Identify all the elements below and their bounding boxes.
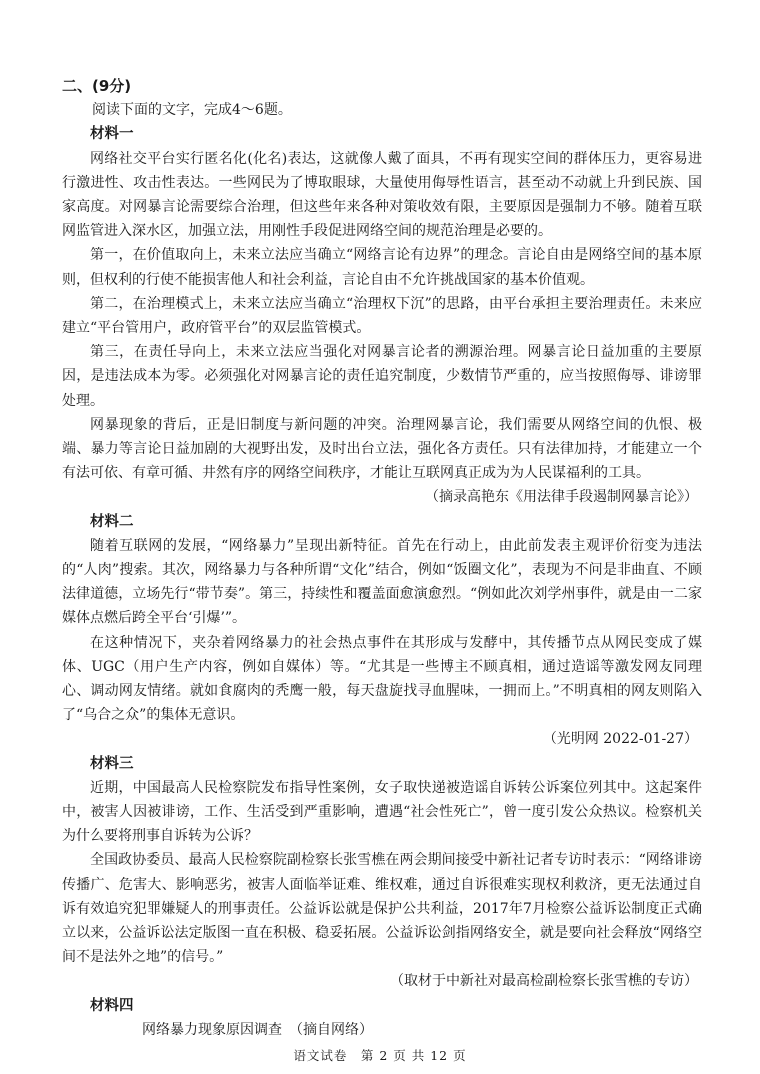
material-2-paragraph: 随着互联网的发展，“网络暴力”呈现出新特征。首先在行动上，由此前发表主观评价衍变为违法的“人肉”搜索。其次，网络暴力与各种所谓“文化”结合，例如“饭圈文化”，表现为不问是非曲直、不顾法律道德，立场先行“带节奏”。第三，持续性和覆盖面愈演愈烈。“例如此次刘学州事件，就是由一二家媒体点燃后跨全平台‘引爆’”。 [62,537,702,627]
material-1-source: （摘录高艳东《用法律手段遏制网暴言论》） [425,489,698,506]
page-footer: 语文试卷 第 2 页 共 12 页 [293,1048,467,1063]
material-1-paragraph: 网络社交平台实行匿名化(化名)表达，这就像人戴了面具，不再有现实空间的群体压力，更容易进行激进性、攻击性表达。一些网民为了博取眼球，大量使用侮辱性语言，甚至动不动就上升到民族、国家高度。对网暴言论需要综合治理，但这些年来各种对策收效有限，主要原因是强制力不够。随着互联网监管进入深水区，加强立法，用刚性手段促进网络空间的规范治理是必要的。 [62,150,702,240]
material-1-title: 材料一 [90,126,134,143]
material-3-source: （取材于中新社对最高检副检察长张雪樵的专访） [390,973,698,990]
material-2-paragraph: 在这种情况下，夹杂着网络暴力的社会热点事件在其形成与发酵中，其传播节点从网民变成了媒体、UGC（用户生产内容，例如自媒体）等。“尤其是一些博主不顾真相，通过造谣等激发网友同理心、调动网友情绪。就如食腐肉的秃鹰一般，每天盘旋找寻血腥味，一拥而上。”不明真相的网友则陷入了“乌合之众”的集体无意识。 [62,634,702,724]
material-3-title: 材料三 [90,755,134,772]
material-2-source: （光明网 2022-01-27） [542,731,698,748]
material-1-paragraph: 第一，在价值取向上，未来立法应当确立“网络言论有边界”的理念。言论自由是网络空间的基本原则，但权利的行使不能损害他人和社会利益，言论自由不允许挑战国家的基本价值观。 [62,247,702,288]
reading-instruction: 阅读下面的文字，完成4～6题。 [92,102,292,119]
material-1-paragraph: 第三，在责任导向上，未来立法应当强化对网暴言论者的溯源治理。网暴言论日益加重的主要原因，是违法成本为零。必须强化对网暴言论的责任追究制度，少数情节严重的，应当按照侮辱、诽谤罪处理。 [62,344,702,409]
page-content [62,74,702,1042]
material-1-paragraph: 网暴现象的背后，正是旧制度与新问题的冲突。治理网暴言论，我们需要从网络空间的仇恨、极端、暴力等言论日益加剧的大视野出发，及时出台立法，强化各方责任。只有法律加持，才能建立一个有法可依、有章可循、井然有序的网络空间秩序，才能让互联网真正成为为人民谋福利的工具。 [62,416,702,482]
material-2-title: 材料二 [90,513,134,530]
section-title: 二、(9分) [62,77,132,95]
material-3-paragraph: 近期，中国最高人民检察院发布指导性案例，女子取快递被造谣自诉转公诉案位列其中。这起案件中，被害人因被诽谤，工作、生活受到严重影响，遭遇“社会性死亡”，曾一度引发公众热议。检察机关为什么要将刑事自诉转为公诉？ [62,779,702,845]
material-1-paragraph: 第二，在治理模式上，未来立法应当确立“治理权下沉”的思路，由平台承担主要治理责任。未来应建立“平台管用户，政府管平台”的双层监管模式。 [62,295,702,336]
survey-title: 网络暴力现象原因调查 （摘自网络） [142,1021,373,1038]
material-3-paragraph: 全国政协委员、最高人民检察院副检察长张雪樵在两会期间接受中新社记者专访时表示：“网络诽谤传播广、危害大、影响恶劣，被害人面临举证难、维权难，通过自诉很难实现权利救济，更无法通过自诉有效追究犯罪嫌疑人的刑事责任。公益诉讼就是保护公共利益，2017年7月检察公益诉讼制度正式确立以来，公益诉讼法定版图一直在积极、稳妥拓展。公益诉讼剑指网络安全，就是要向社会释放“网络空间不是法外之地”的信号。” [62,852,702,966]
material-4-title: 材料四 [90,997,134,1014]
